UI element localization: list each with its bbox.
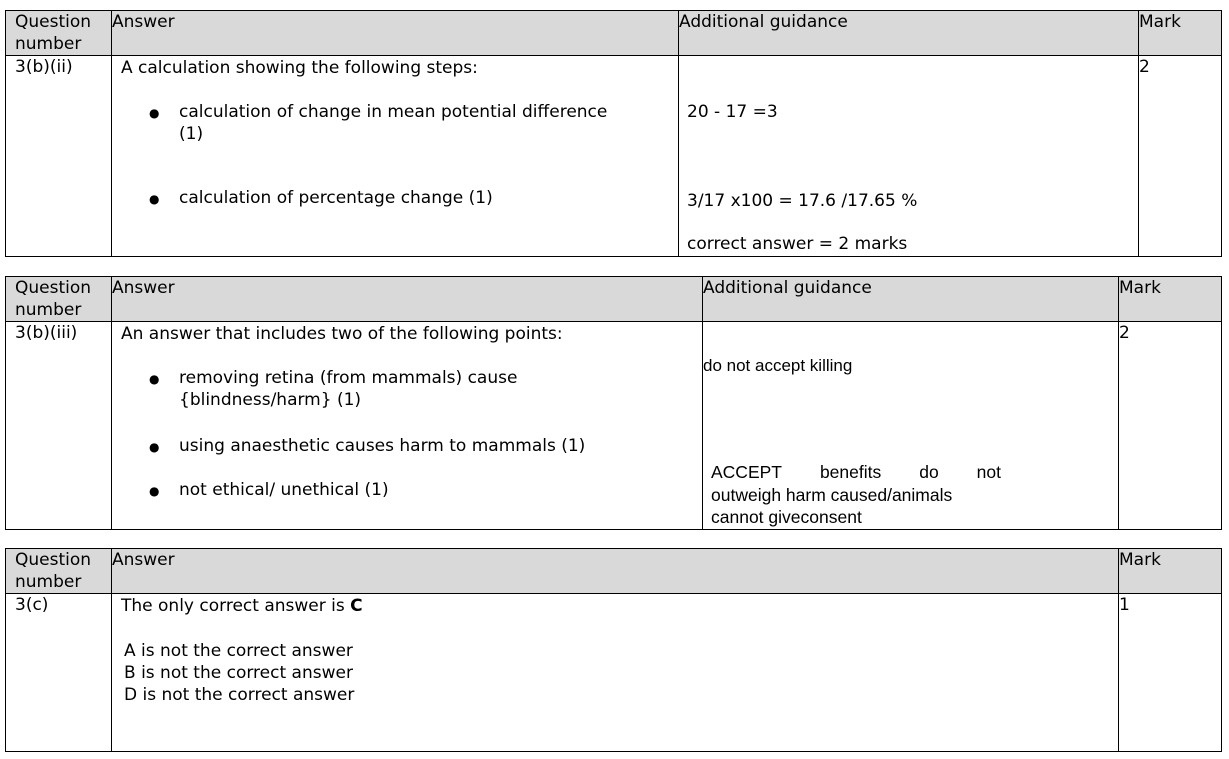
- accept-word: benefits: [819, 462, 882, 482]
- header-mark-text: Mark: [1119, 278, 1161, 298]
- accept-word: do: [919, 462, 939, 482]
- bullet-text: using anaesthetic causes harm to mammals (1): [179, 436, 586, 456]
- question-number-cell: [6, 594, 112, 752]
- mark-cell: [1139, 56, 1222, 257]
- question-number-cell: [6, 322, 112, 530]
- header-answer: [112, 11, 679, 56]
- bullet-icon: ●: [149, 484, 160, 498]
- answer-cell: [112, 322, 703, 530]
- header-mark: [1139, 11, 1222, 56]
- guidance-accept: [711, 461, 1001, 529]
- answer-intro: A calculation showing the following steps:: [121, 58, 478, 78]
- bullet-icon: ●: [149, 372, 160, 386]
- mark-scheme-table-3biii: [5, 276, 1222, 530]
- accept-line-1: [711, 461, 1001, 484]
- header-question-number: [6, 277, 112, 322]
- question-number: 3(b)(iii): [15, 323, 78, 343]
- bullet-icon: ●: [149, 440, 160, 454]
- accept-word: not: [976, 462, 1001, 482]
- header-answer-text: Answer: [112, 12, 175, 32]
- header-answer: [112, 277, 703, 322]
- header-guidance-text: Additional guidance: [679, 12, 848, 32]
- question-number: 3(b)(ii): [15, 57, 73, 77]
- mark-cell: [1119, 322, 1222, 530]
- accept-line-2: outweigh harm caused/animals: [711, 484, 953, 505]
- bullet-line: (1): [179, 124, 204, 144]
- correct-answer-letter: C: [350, 596, 363, 616]
- accept-word: ACCEPT: [711, 462, 782, 482]
- header-mark: [1119, 549, 1222, 594]
- guidance-step1: 20 - 17 =3: [687, 102, 778, 122]
- bullet-line: removing retina (from mammals) cause: [179, 368, 518, 388]
- mark-value: 2: [1119, 323, 1130, 343]
- header-mark-text: Mark: [1139, 12, 1181, 32]
- header-answer-text: Answer: [112, 278, 175, 298]
- header-question-number-text: Question number: [15, 550, 92, 592]
- mark-value: 2: [1139, 57, 1150, 77]
- answer-intro: An answer that includes two of the following points:: [121, 324, 563, 344]
- header-answer-text: Answer: [112, 550, 175, 570]
- question-number: 3(c): [15, 595, 49, 615]
- guidance-total: correct answer = 2 marks: [687, 234, 908, 254]
- guidance-cell: [703, 322, 1119, 530]
- correct-answer-prefix: The only correct answer is: [121, 596, 351, 616]
- header-guidance-text: Additional guidance: [703, 278, 872, 298]
- header-answer: [112, 549, 1119, 594]
- guidance-cell: [679, 56, 1139, 257]
- answer-cell: [112, 56, 679, 257]
- header-additional-guidance: [703, 277, 1119, 322]
- header-question-number-text: Question number: [15, 12, 92, 54]
- header-mark-text: Mark: [1119, 550, 1161, 570]
- header-question-number: [6, 549, 112, 594]
- bullet-text: not ethical/ unethical (1): [179, 480, 389, 500]
- distractor-b: B is not the correct answer: [124, 663, 353, 683]
- bullet-line: {blindness/harm} (1): [179, 390, 362, 410]
- header-additional-guidance: [679, 11, 1139, 56]
- correct-answer: [121, 595, 363, 617]
- bullet-line: calculation of change in mean potential difference: [179, 102, 608, 122]
- accept-line-3: cannot giveconsent: [711, 507, 862, 527]
- bullet-text: [179, 101, 607, 145]
- header-mark: [1119, 277, 1222, 322]
- bullet-text: [179, 367, 517, 411]
- header-question-number-text: Question number: [15, 278, 92, 320]
- mark-scheme-table-3bii: [5, 10, 1222, 257]
- guidance-step2: 3/17 x100 = 17.6 /17.65 %: [687, 191, 918, 211]
- bullet-icon: ●: [149, 192, 160, 206]
- question-number-cell: [6, 56, 112, 257]
- mark-value: 1: [1119, 595, 1130, 615]
- answer-cell: [112, 594, 1119, 752]
- mark-scheme-table-3c: [5, 548, 1222, 752]
- bullet-icon: ●: [149, 106, 160, 120]
- mark-cell: [1119, 594, 1222, 752]
- guidance-reject: do not accept killing: [703, 356, 853, 375]
- distractor-d: D is not the correct answer: [124, 685, 355, 705]
- distractor-a: A is not the correct answer: [124, 641, 353, 661]
- bullet-text: calculation of percentage change (1): [179, 188, 493, 208]
- header-question-number: [6, 11, 112, 56]
